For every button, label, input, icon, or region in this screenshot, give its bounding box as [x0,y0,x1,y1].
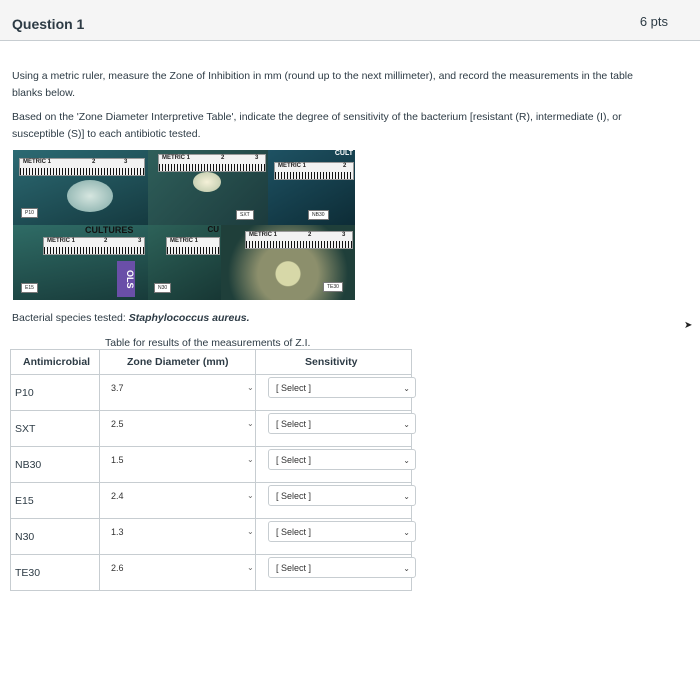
ruler-mark: 3 [138,238,142,244]
sensitivity-select[interactable] [268,413,416,434]
metric-ruler [245,231,353,249]
zone-diameter-field[interactable]: 2.4 [111,491,124,501]
ruler-label: METRIC 1 [23,159,52,165]
zone-diameter-field[interactable]: 1.3 [111,527,124,537]
photo-tile-sxt [148,150,268,225]
metric-ruler [158,154,266,172]
species-line [12,312,250,324]
table-row [11,518,411,555]
sensitivity-select[interactable] [268,377,416,398]
antimicrobial-cell: TE30 [15,567,41,579]
ruler-mark: 2 [343,163,347,169]
ruler-mark: 3 [124,159,128,165]
table-row [11,374,411,411]
select-value: [ Select ] [276,491,312,501]
ruler-label: METRIC 1 [47,238,76,244]
species-label: Bacterial species tested: [12,312,126,324]
cu-label: CU [207,225,219,234]
cultures-label: CULTURES [85,225,134,235]
metric-ruler [274,162,354,180]
ruler-mark: 2 [104,238,108,244]
disk-label-sxt: SXT [236,210,254,220]
table-caption: Table for results of the measurements of Z.I. [105,337,311,349]
photo-tile-n30 [148,225,221,300]
metric-ruler [166,237,220,255]
question-header [0,0,700,41]
antimicrobial-cell: E15 [15,495,34,507]
select-value: [ Select ] [276,419,312,429]
disk-label-e15: E15 [21,283,38,293]
table-row [11,446,411,483]
table-row [11,410,411,447]
chevron-down-icon: ⌄ [403,564,410,573]
side-sticker-text: OLS [117,261,135,297]
disk-label-nb30: NB30 [308,210,329,220]
ruler-mark: 3 [255,155,259,161]
metric-ruler [19,158,145,176]
zone-diameter-field[interactable]: 1.5 [111,455,124,465]
photo-tile-nb30 [268,150,355,225]
disk-label-n30: N30 [154,283,171,293]
table-row [11,554,411,591]
question-title: Question 1 [12,16,85,32]
zone-diameter-field[interactable]: 2.5 [111,419,124,429]
chevron-down-icon: ⌄ [403,456,410,465]
disk-label-te30: TE30 [323,282,343,292]
antimicrobial-cell: P10 [15,387,34,399]
question-points: 6 pts [639,14,668,29]
chevron-down-icon: ⌄ [247,455,254,464]
ruler-mark: 2 [92,159,96,165]
instruction-measure: Using a metric ruler, measure the Zone of Inhibition in mm (round up to the next millimeter), and record the measurements in the table blanks below. [12,70,633,99]
header-sensitivity: Sensitivity [305,356,358,368]
antimicrobial-cell: SXT [15,423,36,435]
chevron-down-icon: ⌄ [247,419,254,428]
disk-label-p10: P10 [21,208,38,218]
metric-ruler [43,237,145,255]
chevron-down-icon: ⌄ [403,528,410,537]
header-antimicrobial: Antimicrobial [23,356,91,368]
mouse-cursor-icon: ➤ [684,320,693,331]
ruler-mark: 2 [221,155,225,161]
sensitivity-select[interactable] [268,485,416,506]
table-row [11,482,411,519]
chevron-down-icon: ⌄ [247,527,254,536]
antimicrobial-cell: N30 [15,531,35,543]
select-value: [ Select ] [276,383,312,393]
photo-tile-e15 [13,225,148,300]
ruler-label: METRIC 1 [249,232,278,238]
zone-diameter-field[interactable]: 3.7 [111,383,124,393]
inhibition-zone [193,172,221,192]
petri-dish-photo-collage [13,150,355,300]
chevron-down-icon: ⌄ [403,420,410,429]
species-name: Staphylococcus aureus. [128,312,250,324]
header-zone-diameter: Zone Diameter (mm) [127,356,229,368]
photo-tile-te30 [221,225,355,300]
sensitivity-select[interactable] [268,449,416,470]
ruler-label: METRIC 1 [170,238,199,244]
chevron-down-icon: ⌄ [403,384,410,393]
zone-diameter-field[interactable]: 2.6 [111,563,124,573]
results-table [10,349,412,591]
ruler-label: METRIC 1 [278,163,307,169]
chevron-down-icon: ⌄ [403,492,410,501]
ruler-mark: 3 [342,232,346,238]
ruler-mark: 2 [308,232,312,238]
select-value: [ Select ] [276,563,312,573]
sensitivity-select[interactable] [268,521,416,542]
instruction-sensitivity: Based on the 'Zone Diameter Interpretive Table', indicate the degree of sensitivity of the bacterium [resistant (R), intermediate (I), or susceptible (S)] to each antibiotic tested. [12,111,622,140]
select-value: [ Select ] [276,455,312,465]
chevron-down-icon: ⌄ [247,383,254,392]
ruler-label: METRIC 1 [162,155,191,161]
antimicrobial-cell: NB30 [15,459,42,471]
cult-label: CULT [334,150,353,157]
chevron-down-icon: ⌄ [247,563,254,572]
select-value: [ Select ] [276,527,312,537]
photo-tile-p10 [13,150,148,225]
inhibition-zone [67,180,113,212]
chevron-down-icon: ⌄ [247,491,254,500]
sensitivity-select[interactable] [268,557,416,578]
